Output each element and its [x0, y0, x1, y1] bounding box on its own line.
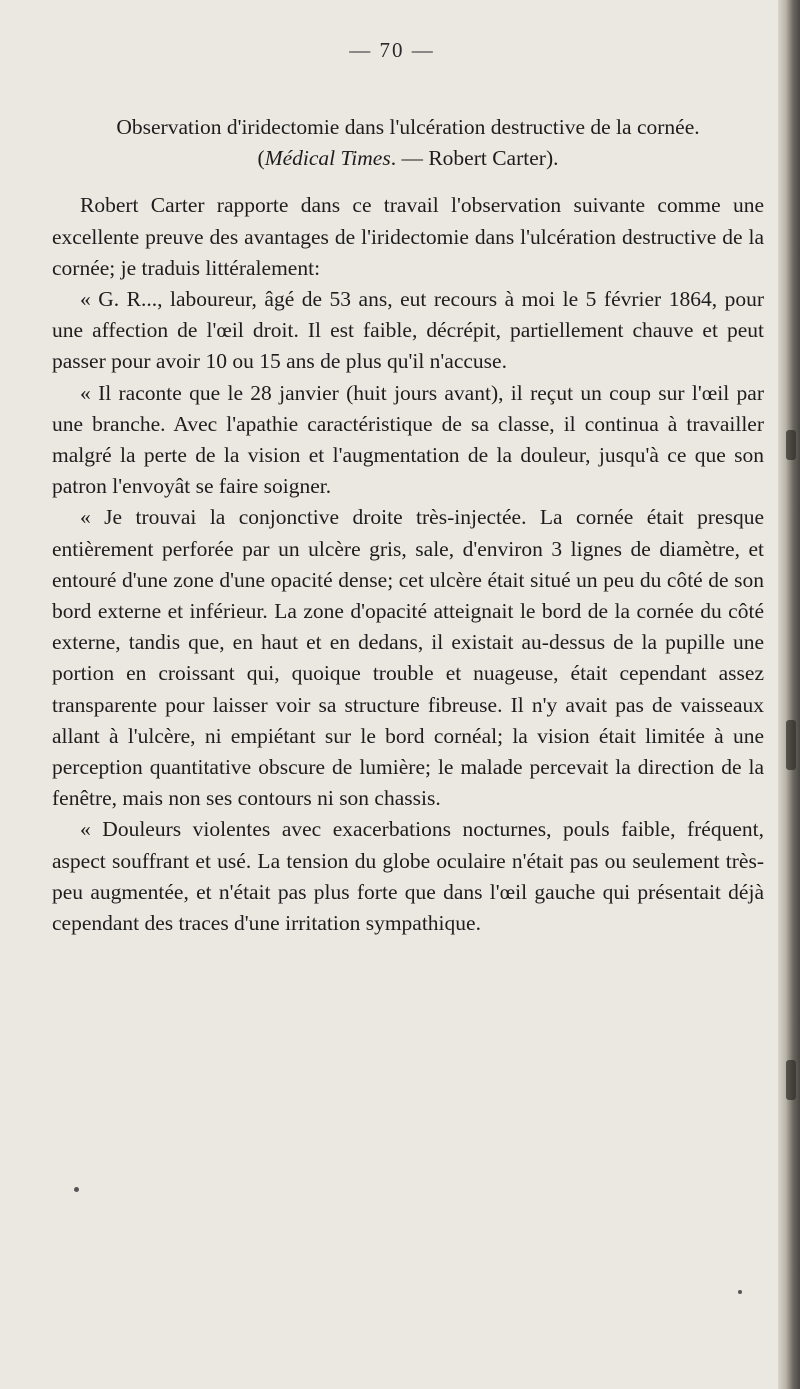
source-close-paren: ).	[545, 146, 559, 171]
article-source	[52, 143, 764, 174]
source-separator: . —	[390, 146, 429, 171]
edge-mark	[786, 1060, 796, 1100]
page-binding-edge	[778, 0, 800, 1389]
paragraph-examination: « Je trouvai la conjonctive droite très-injectée. La cornée était presque entièrement perforée par un ulcère gris, sale, d'environ 3 lignes de diamètre, et entouré d'une zone d'une opacité dense; cet ulcère était situé un peu du côté de son bord externe et inférieur. La zone d'opacité atteignait le bord de la cornée du côté externe, tandis que, en haut et en dedans, il existait au-dessus de la pupille une portion en croissant qui, quoique trouble et nuageuse, était cependant assez transparente pour laisser voir sa structure fibreuse. Il n'y avait pas de vaisseaux allant à l'ulcère, ni empiétant sur le bord cornéal; la vision était limitée à une perception quantitative obscure de lumière; le malade percevait la direction de la fenêtre, mais non ses contours ni son chassis.	[52, 505, 764, 811]
article-heading	[52, 112, 764, 174]
edge-mark	[786, 430, 796, 460]
page-number: — 70 —	[349, 38, 435, 62]
paragraph-symptoms: « Douleurs violentes avec exacerbations nocturnes, pouls faible, fréquent, aspect souffrant et usé. La tension du globe oculaire n'était pas ou seulement très-peu augmentée, et n'était pas plus forte que dans l'œil gauche qui présentait déjà cependant des traces d'une irritation sympathique.	[52, 817, 764, 936]
article-title: Observation d'iridectomie dans l'ulcération destructive de la cornée.	[116, 115, 700, 139]
ink-speck	[738, 1290, 742, 1294]
paragraph-history: « Il raconte que le 28 janvier (huit jours avant), il reçut un coup sur l'œil par une branche. Avec l'apathie caractéristique de sa classe, il continua à travailler malgré la perte de la vision et l'augmentation de la douleur, jusqu'à ce que son patron l'envoyât se faire soigner.	[52, 380, 764, 499]
ink-speck	[74, 1187, 79, 1192]
source-open-paren: (	[257, 146, 265, 171]
source-journal: Médical Times	[264, 146, 391, 171]
source-author: Robert Carter	[428, 146, 546, 171]
edge-mark	[786, 720, 796, 770]
paragraph-patient: « G. R..., laboureur, âgé de 53 ans, eut recours à moi le 5 février 1864, pour une affection de l'œil droit. Il est faible, décrépit, partiellement chauve et peut passer pour avoir 10 ou 15 ans de plus qu'il n'accuse.	[52, 287, 764, 374]
body-text	[52, 112, 764, 939]
paragraph-intro: Robert Carter rapporte dans ce travail l'observation suivante comme une excellente preuve des avantages de l'iridectomie dans l'ulcération destructive de la cornée; je traduis littéralement:	[52, 193, 764, 280]
